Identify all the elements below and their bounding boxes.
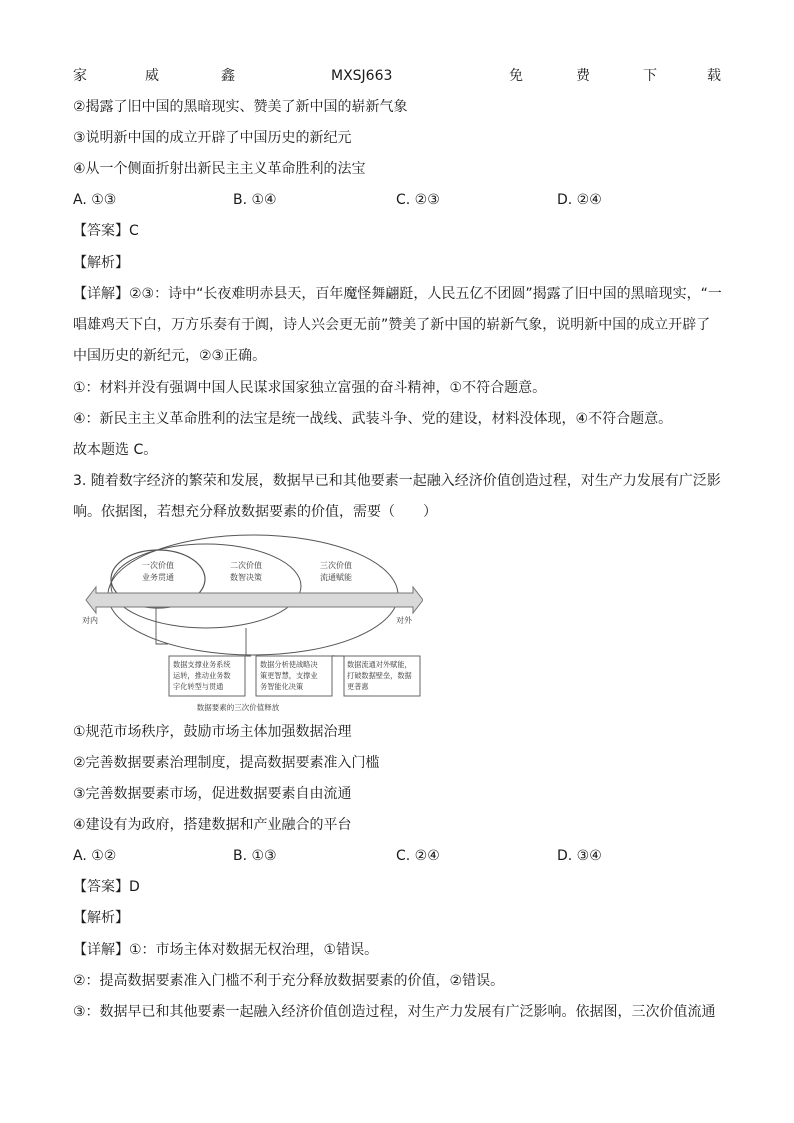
ellipse2-subtitle: 数智决策 xyxy=(230,573,262,582)
header-char: 下 xyxy=(643,68,657,84)
q3-detail-2: ②：提高数据要素准入门槛不利于充分释放数据要素的价值，②错误。 xyxy=(73,973,505,989)
q3-option-d: D. ③④ xyxy=(557,848,602,864)
q3-statement-3: ③完善数据要素市场，促进数据要素自由流通 xyxy=(73,786,352,802)
q3-stem-line: 响。依据图，若想充分释放数据要素的价值，需要（ ） xyxy=(73,504,437,520)
q2-detail-line: 【详解】②③：诗中“长夜难明赤县天，百年魔怪舞翩跹，人民五亿不团圆”揭露了旧中国的黑暗现实，“一 xyxy=(73,286,722,302)
q2-statement-2: ②揭露了旧中国的黑暗现实、赞美了新中国的崭新气象 xyxy=(73,99,408,115)
q3-statement-4: ④建设有为政府，搭建数据和产业融合的平台 xyxy=(73,817,352,833)
q3-detail-3: ③：数据早已和其他要素一起融入经济价值创造过程，对生产力发展有广泛影响。依据图，三次价值流通 xyxy=(73,1004,716,1020)
box-third-value xyxy=(344,656,420,696)
data-value-diagram xyxy=(78,530,423,715)
header-char: 家 xyxy=(73,68,87,84)
q3-statement-1: ①规范市场秩序，鼓励市场主体加强数据治理 xyxy=(73,724,352,740)
box2-line: 策更智慧，支撑业 xyxy=(260,671,318,680)
q3-option-b: B. ①③ xyxy=(233,848,277,864)
diagram-caption: 数据要素的三次价值释放 xyxy=(196,703,280,712)
q2-statement-3: ③说明新中国的成立开辟了中国历史的新纪元 xyxy=(73,130,352,146)
q2-answer: 【答案】C xyxy=(73,223,139,239)
ellipse3-title: 三次价值 xyxy=(320,561,352,570)
label-outer: 对外 xyxy=(396,616,412,625)
header-char: 威 xyxy=(145,68,159,84)
q2-analysis-label: 【解析】 xyxy=(73,255,129,271)
box2-line: 务智能化决策 xyxy=(260,682,304,691)
q2-option-c: C. ②③ xyxy=(396,192,440,208)
ellipse3-subtitle: 流通赋能 xyxy=(320,573,352,582)
box1-line: 数据支撑业务系统 xyxy=(173,660,231,669)
inner-outer-arrow xyxy=(86,587,423,613)
q2-conclusion: 故本题选 C。 xyxy=(73,442,158,458)
q2-detail-line: 唱雄鸡天下白，万方乐奏有于阗，诗人兴会更无前”赞美了新中国的崭新气象，说明新中国的成立开辟了 xyxy=(73,317,711,333)
label-inner: 对内 xyxy=(82,616,98,625)
ellipse2-title: 二次价值 xyxy=(230,561,262,570)
q3-statement-2: ②完善数据要素治理制度，提高数据要素准入门槛 xyxy=(73,755,380,771)
q3-answer: 【答案】D xyxy=(73,879,140,895)
box1-line: 运转，推动业务数 xyxy=(173,671,231,680)
q2-detail xyxy=(73,279,723,372)
ellipse-second-value xyxy=(111,544,301,628)
header-char: 免 xyxy=(509,68,523,84)
box1-line: 字化转型与贯通 xyxy=(173,682,224,691)
header-code: MXSJ663 xyxy=(331,68,393,84)
box-second-value xyxy=(256,656,332,696)
header-char: 费 xyxy=(576,68,590,84)
box-first-value xyxy=(169,656,245,696)
q2-option-d: D. ②④ xyxy=(557,192,602,208)
box3-line: 更普惠 xyxy=(347,682,369,691)
q3-option-c: C. ②④ xyxy=(396,848,440,864)
q2-statement-4: ④从一个侧面折射出新民主主义革命胜利的法宝 xyxy=(73,161,366,177)
q2-detail-4: ④：新民主主义革命胜利的法宝是统一战线、武装斗争、党的建设，材料没体现，④不符合题意。 xyxy=(73,411,673,427)
q3-detail-1: 【详解】①：市场主体对数据无权治理，①错误。 xyxy=(73,942,379,958)
box2-line: 数据分析使战略决 xyxy=(260,660,318,669)
q3-option-a: A. ①② xyxy=(73,848,117,864)
header-char: 鑫 xyxy=(221,68,235,84)
q2-option-a: A. ①③ xyxy=(73,192,117,208)
q2-option-b: B. ①④ xyxy=(233,192,277,208)
q3-stem-line: 3. 随着数字经济的繁荣和发展，数据早已和其他要素一起融入经济价值创造过程，对生产力发展有广泛影 xyxy=(73,473,721,489)
page-header xyxy=(73,66,721,86)
q3-analysis-label: 【解析】 xyxy=(73,910,129,926)
q3-stem xyxy=(73,466,723,528)
ellipse1-subtitle: 业务贯通 xyxy=(142,573,174,582)
q2-detail-1: ①：材料并没有强调中国人民谋求国家独立富强的奋斗精神，①不符合题意。 xyxy=(73,380,547,396)
ellipse1-title: 一次价值 xyxy=(142,561,174,570)
header-char: 载 xyxy=(707,68,721,84)
box3-line: 数据流通对外赋能， xyxy=(347,660,412,669)
box3-line: 打破数据壁垒，数据 xyxy=(347,671,412,680)
q2-detail-line: 中国历史的新纪元，②③正确。 xyxy=(73,348,267,364)
